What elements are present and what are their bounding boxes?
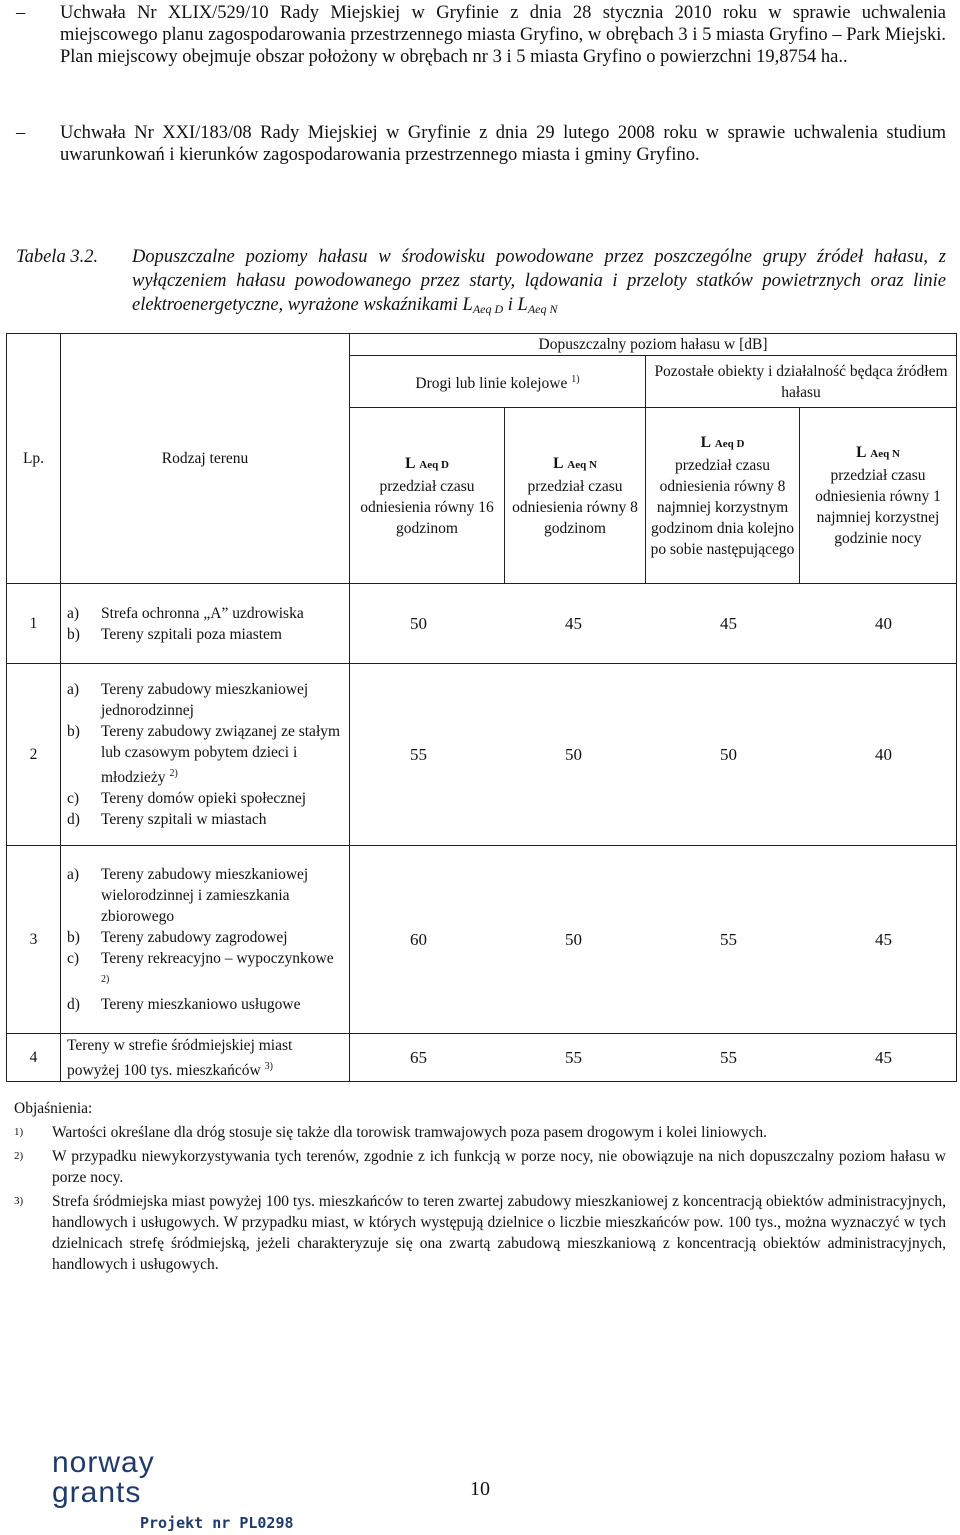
noise-value: 50 <box>565 745 582 764</box>
row-area-types <box>61 846 350 1034</box>
item-text: Tereny w strefie śródmiejskiej miast powyżej 100 tys. mieszkańców $^{3)}$ <box>67 1036 293 1079</box>
explanation-item <box>14 1122 946 1143</box>
noise-value: 55 <box>720 930 737 949</box>
noise-value: 55 <box>410 745 427 764</box>
noise-value: 40 <box>875 614 892 633</box>
project-number: Projekt nr PL0298 <box>140 1514 294 1532</box>
item-letter: a) <box>67 604 80 622</box>
header-col-road-night: L Aeq N przedział czasu odniesienia równy 8 godzinom <box>505 408 646 584</box>
item-text: Tereny domów opieki społecznej <box>101 790 307 807</box>
row-area-types <box>61 664 350 846</box>
noise-levels-table <box>6 333 957 1082</box>
row-lp: 4 <box>7 1034 61 1082</box>
row-area-types <box>61 1034 350 1082</box>
area-type-item <box>67 864 345 927</box>
table-caption <box>16 245 946 321</box>
item-text: Tereny zabudowy związanej ze stałym lub czasowym pobytem dzieci i młodzieży $^{2)}$ <box>101 723 341 786</box>
noise-value: 55 <box>720 1048 737 1067</box>
row-values <box>350 846 957 1034</box>
explanation-text: Wartości określane dla dróg stosuje się także dla torowisk tramwajowych poza pasem drogowym i kolei liniowych. <box>52 1124 768 1141</box>
footnote-ref: 1) <box>571 374 580 385</box>
norway-grants-logo: norway grants <box>52 1446 155 1509</box>
bullet-text: Uchwała Nr XXI/183/08 Rady Miejskiej w Gryfinie z dnia 29 lutego 2008 roku w sprawie uchwalenia studium uwarunkowań i kierunków zagospodarowania przestrzennego miasta i gminy Gryfino. <box>60 123 946 165</box>
row-values <box>350 664 957 846</box>
header-dopuszczalny-poziom: Dopuszczalny poziom hałasu w [dB] <box>350 334 957 356</box>
noise-value: 55 <box>565 1048 582 1067</box>
item-text: Tereny zabudowy zagrodowej <box>101 929 288 946</box>
noise-value: 45 <box>875 930 892 949</box>
header-rodzaj-terenu: Rodzaj terenu <box>61 334 350 584</box>
footnote-ref: 2) <box>101 974 110 985</box>
bullet-text: Uchwała Nr XLIX/529/10 Rady Miejskiej w Gryfinie z dnia 28 stycznia 2010 roku w sprawie uchwalenia miejscowego planu zagospodarowania przestrzennego miasta Gryfino, w obrębach 3 i 5 miasta Gryfino – Park Miejski. Plan miejscowy obejmuje obszar położony w obrębach nr 3 i 5 miasta Gryfino o powierzchni 19,8754 ha.. <box>60 3 946 67</box>
bullet-dash: – <box>16 123 26 143</box>
area-type-item <box>67 948 345 994</box>
area-type-item <box>67 788 345 809</box>
row-values <box>350 584 957 664</box>
row-values <box>350 1034 957 1082</box>
item-letter: a) <box>67 681 80 698</box>
header-col-other-night: L Aeq N przedział czasu odniesienia równy 1 najmniej korzystnej godzinie nocy <box>800 408 957 584</box>
area-type-item <box>67 679 345 721</box>
footnote-ref: 3) <box>264 1060 273 1072</box>
item-text: Tereny mieszkaniowo usługowe <box>101 996 301 1013</box>
explanation-item <box>14 1191 946 1275</box>
footnote-ref: 2) <box>169 768 178 779</box>
noise-value: 45 <box>875 1048 892 1067</box>
page-number: 10 <box>470 1478 490 1500</box>
item-letter: b) <box>67 723 80 740</box>
explanation-number: 1) <box>14 1126 24 1138</box>
item-text: Strefa ochronna „A” uzdrowiska <box>101 604 304 622</box>
header-col-road-day: L Aeq D przedział czasu odniesienia równy 16 godzinom <box>350 408 505 584</box>
bullet-uchwala-xlix <box>16 2 946 68</box>
area-type-item <box>67 1035 345 1081</box>
noise-value: 40 <box>875 745 892 764</box>
row-lp: 2 <box>7 664 61 846</box>
row-area-types <box>61 584 350 664</box>
area-type-item <box>67 994 345 1015</box>
bullet-uchwala-xxi <box>16 122 946 166</box>
noise-value: 65 <box>410 1048 427 1067</box>
explanation-number: 3) <box>14 1195 24 1207</box>
caption-label: Tabela 3.2. <box>16 247 99 267</box>
table-row <box>7 584 957 664</box>
noise-value: 50 <box>720 745 737 764</box>
item-letter: c) <box>67 950 80 967</box>
header-pozostale: Pozostałe obiekty i działalność będąca źródłem hałasu <box>646 356 957 408</box>
noise-value: 45 <box>565 614 582 633</box>
area-type-item <box>67 603 345 624</box>
table-row <box>7 664 957 846</box>
header-col-other-day: L Aeq D przedział czasu odniesienia równy 8 najmniej korzystnym godzinom dnia kolejno po sobie następującego <box>646 408 800 584</box>
explanation-item <box>14 1146 946 1188</box>
item-letter: a) <box>67 866 80 883</box>
table-row <box>7 846 957 1034</box>
row-lp: 3 <box>7 846 61 1034</box>
noise-value: 45 <box>720 614 737 633</box>
table-row <box>7 1034 957 1082</box>
area-type-item <box>67 927 345 948</box>
area-type-item <box>67 624 345 645</box>
item-text: Tereny zabudowy mieszkaniowej wielorodzinnej i zamieszkania zbiorowego <box>101 866 309 925</box>
header-drogi: Drogi lub linie kolejowe $^{1)}$ <box>350 356 646 408</box>
item-letter: c) <box>67 790 80 807</box>
caption-body: Dopuszczalne poziomy hałasu w środowisku powodowane przez poszczególne grupy źródeł hałasu, z wyłączeniem hałasu powodowanego przez starty, lądowania i przeloty statków powietrznych oraz linie elektroenergetyczne, wyrażone wskaźnikami $L_{Aeq D}$ i $L_{Aeq N}$ <box>132 247 946 316</box>
header-lp: Lp. <box>7 334 61 584</box>
item-letter: b) <box>67 625 80 643</box>
item-text: Tereny szpitali poza miastem <box>101 625 282 643</box>
area-type-item <box>67 721 345 788</box>
item-letter: b) <box>67 929 80 946</box>
noise-value: 50 <box>565 930 582 949</box>
explanation-text: W przypadku niewykorzystywania tych terenów, zgodnie z ich funkcją w porze nocy, nie obowiązuje na nich dopuszczalny poziom hałasu w porze nocy. <box>52 1148 946 1186</box>
bullet-dash: – <box>16 3 26 23</box>
item-letter: d) <box>67 996 80 1013</box>
explanation-number: 2) <box>14 1150 24 1162</box>
row-lp: 1 <box>7 584 61 664</box>
area-type-item <box>67 809 345 830</box>
explanations-title: Objaśnienia: <box>14 1100 93 1117</box>
caption-text: Dopuszczalne poziomy hałasu w środowisku powodowane przez poszczególne grupy źródeł hałasu, z wyłączeniem hałasu powodowanego przez starty, lądowania i przeloty statków powietrznych oraz linie elektroenergetyczne, wyrażone wskaźnikami <box>132 247 946 315</box>
item-text: Tereny szpitali w miastach <box>101 811 267 828</box>
explanation-text: Strefa śródmiejska miast powyżej 100 tys. mieszkańców to teren zwartej zabudowy mieszkaniowej z koncentracją obiektów administracyjnych, handlowych i usługowych. W przypadku miast, w których występują dzielnice o liczbie mieszkańców pow. 100 tys., można wyznaczyć w tych dzielnicach strefę śródmiejską, jeżeli charakteryzuje się ona zwartą zabudową mieszkaniową z koncentracją obiektów administracyjnych, handlowych i usługowych. <box>52 1193 946 1273</box>
item-letter: d) <box>67 811 80 828</box>
noise-value: 50 <box>410 614 427 633</box>
noise-value: 60 <box>410 930 427 949</box>
explanations <box>14 1098 946 1275</box>
item-text: Tereny rekreacyjno – wypoczynkowe $^{2)}$ <box>101 950 334 985</box>
item-text: Tereny zabudowy mieszkaniowej jednorodzinnej <box>101 681 309 719</box>
